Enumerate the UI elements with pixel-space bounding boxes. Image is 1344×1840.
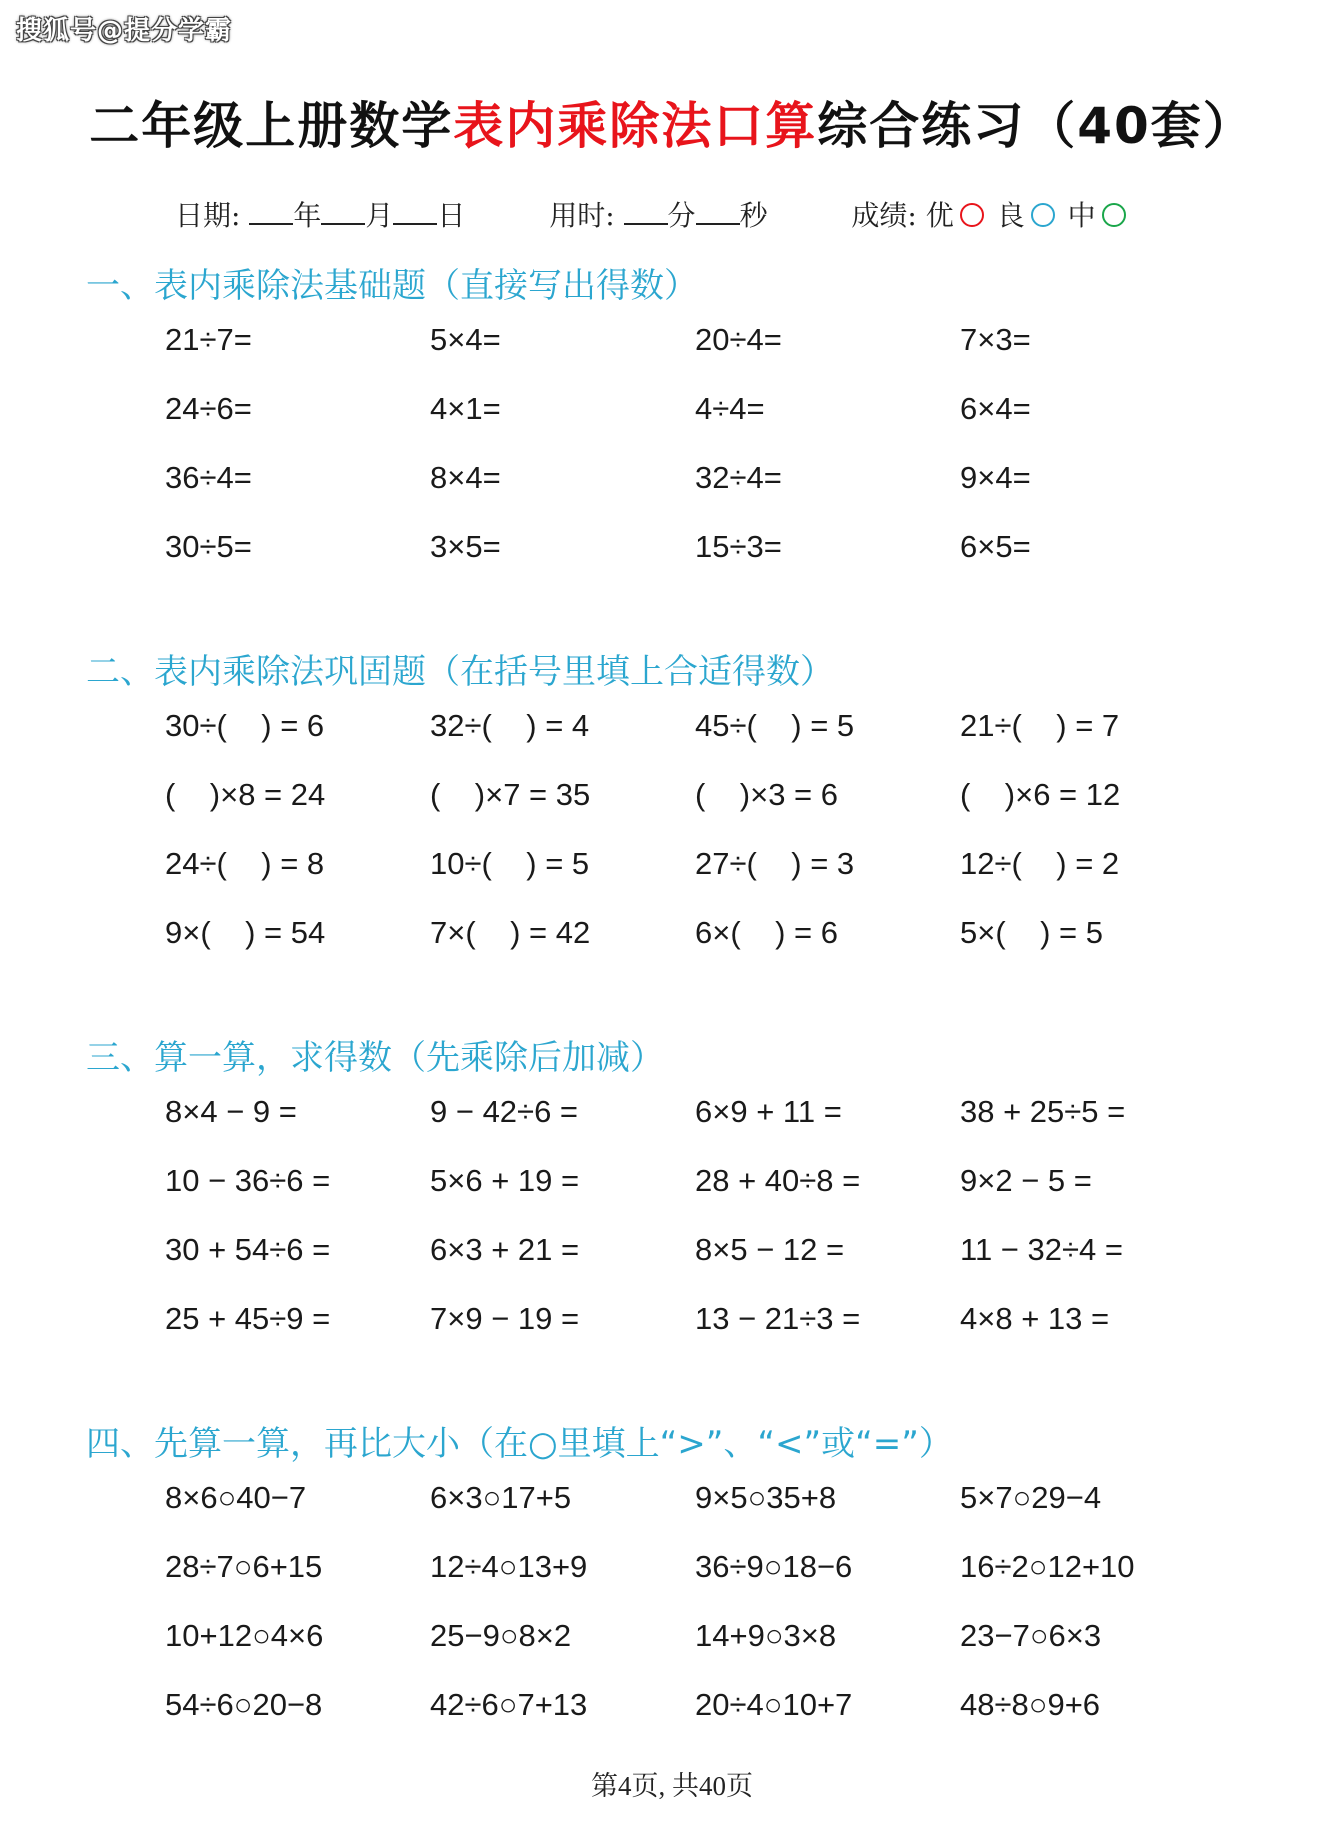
minute-blank[interactable] bbox=[624, 199, 668, 225]
problem-item: 27÷( ) = 3 bbox=[695, 846, 855, 881]
problem-item: 7×3= bbox=[960, 322, 1031, 357]
problem-item: 38 + 25÷5 = bbox=[960, 1094, 1126, 1129]
problem-item: 11 − 32÷4 = bbox=[960, 1232, 1123, 1267]
watermark-text: 搜狐号@提分学霸 bbox=[16, 16, 233, 46]
problem-item: ( )×7 = 35 bbox=[430, 777, 591, 812]
info-line bbox=[175, 194, 1130, 234]
problem-item: 4×8 + 13 = bbox=[960, 1301, 1110, 1336]
problem-item: 32÷( ) = 4 bbox=[430, 708, 590, 743]
problem-row bbox=[0, 322, 1344, 372]
problem-item: 20÷4○10+7 bbox=[695, 1687, 853, 1722]
title-topic: 表内乘除法口算 bbox=[453, 97, 818, 155]
problem-item: 10+12○4×6 bbox=[165, 1618, 324, 1653]
problem-item: 30÷( ) = 6 bbox=[165, 708, 325, 743]
problem-item: 7×9 − 19 = bbox=[430, 1301, 580, 1336]
grade-good-label: 良 bbox=[996, 199, 1025, 232]
problem-item: 6×9 + 11 = bbox=[695, 1094, 842, 1129]
problem-item: ( )×8 = 24 bbox=[165, 777, 326, 812]
problem-row bbox=[0, 529, 1344, 579]
grade-medium-label: 中 bbox=[1067, 199, 1096, 232]
problem-row bbox=[0, 1480, 1344, 1530]
problem-item: 16÷2○12+10 bbox=[960, 1549, 1135, 1584]
problem-item: 15÷3= bbox=[695, 529, 782, 564]
problem-row bbox=[0, 846, 1344, 896]
problem-item: 8×5 − 12 = bbox=[695, 1232, 845, 1267]
month-blank[interactable] bbox=[321, 199, 365, 225]
problem-item: 28 + 40÷8 = bbox=[695, 1163, 861, 1198]
second-blank[interactable] bbox=[696, 199, 740, 225]
problem-item: 21÷( ) = 7 bbox=[960, 708, 1120, 743]
problem-item: 8×4 − 9 = bbox=[165, 1094, 297, 1129]
problem-item: ( )×6 = 12 bbox=[960, 777, 1121, 812]
problem-item: 6×3○17+5 bbox=[430, 1480, 572, 1515]
good-circle-icon[interactable] bbox=[1031, 203, 1055, 227]
problem-item: 36÷4= bbox=[165, 460, 252, 495]
problem-item: 24÷( ) = 8 bbox=[165, 846, 325, 881]
problem-item: 24÷6= bbox=[165, 391, 252, 426]
day-blank[interactable] bbox=[393, 199, 437, 225]
problem-row bbox=[0, 1687, 1344, 1737]
problem-item: 4×1= bbox=[430, 391, 501, 426]
date-label: 日期: bbox=[175, 199, 241, 232]
problem-row bbox=[0, 391, 1344, 441]
problem-item: 25−9○8×2 bbox=[430, 1618, 572, 1653]
problem-row bbox=[0, 1232, 1344, 1282]
medium-circle-icon[interactable] bbox=[1102, 203, 1126, 227]
problem-item: 10÷( ) = 5 bbox=[430, 846, 590, 881]
problem-item: 6×5= bbox=[960, 529, 1031, 564]
problem-item: 5×7○29−4 bbox=[960, 1480, 1102, 1515]
problem-item: ( )×3 = 6 bbox=[695, 777, 839, 812]
problem-row bbox=[0, 1618, 1344, 1668]
day-label: 日 bbox=[437, 199, 466, 232]
section-1-heading: 一、表内乘除法基础题（直接写出得数） bbox=[86, 266, 698, 306]
excellent-circle-icon[interactable] bbox=[960, 203, 984, 227]
problem-item: 54÷6○20−8 bbox=[165, 1687, 323, 1722]
problem-item: 3×5= bbox=[430, 529, 501, 564]
problem-item: 9×2 − 5 = bbox=[960, 1163, 1092, 1198]
problem-item: 8×6○40−7 bbox=[165, 1480, 307, 1515]
problem-item: 20÷4= bbox=[695, 322, 782, 357]
problem-item: 8×4= bbox=[430, 460, 501, 495]
problem-row bbox=[0, 1163, 1344, 1213]
problem-item: 9×4= bbox=[960, 460, 1031, 495]
page-title bbox=[0, 86, 1344, 158]
problem-item: 25 + 45÷9 = bbox=[165, 1301, 331, 1336]
problem-item: 5×6 + 19 = bbox=[430, 1163, 580, 1198]
problem-item: 7×( ) = 42 bbox=[430, 915, 591, 950]
time-label: 用时: bbox=[549, 199, 615, 232]
problem-row bbox=[0, 1301, 1344, 1351]
problem-row bbox=[0, 915, 1344, 965]
problem-row bbox=[0, 1549, 1344, 1599]
page-footer: 第4页, 共40页 bbox=[591, 1771, 753, 1801]
problem-item: 30÷5= bbox=[165, 529, 252, 564]
title-suffix: 综合练习（40套） bbox=[817, 97, 1255, 155]
title-grade: 二年级上册数学 bbox=[89, 97, 454, 155]
problem-item: 4÷4= bbox=[695, 391, 765, 426]
section-3-heading: 三、算一算，求得数（先乘除后加减） bbox=[86, 1038, 664, 1078]
problem-item: 9 − 42÷6 = bbox=[430, 1094, 579, 1129]
problem-item: 48÷8○9+6 bbox=[960, 1687, 1101, 1722]
problem-item: 21÷7= bbox=[165, 322, 252, 357]
problem-item: 9×( ) = 54 bbox=[165, 915, 326, 950]
problem-item: 12÷4○13+9 bbox=[430, 1549, 588, 1584]
section-4-heading: 四、先算一算，再比大小（在○里填上“>”、“<”或“=”） bbox=[86, 1424, 953, 1464]
problem-item: 5×( ) = 5 bbox=[960, 915, 1104, 950]
year-label: 年 bbox=[293, 199, 322, 232]
month-label: 月 bbox=[365, 199, 394, 232]
problem-item: 6×( ) = 6 bbox=[695, 915, 839, 950]
year-blank[interactable] bbox=[249, 199, 293, 225]
problem-item: 13 − 21÷3 = bbox=[695, 1301, 861, 1336]
problem-item: 5×4= bbox=[430, 322, 501, 357]
problem-row bbox=[0, 777, 1344, 827]
problem-item: 6×4= bbox=[960, 391, 1031, 426]
problem-item: 28÷7○6+15 bbox=[165, 1549, 323, 1584]
problem-row bbox=[0, 1094, 1344, 1144]
problem-item: 36÷9○18−6 bbox=[695, 1549, 853, 1584]
problem-item: 10 − 36÷6 = bbox=[165, 1163, 331, 1198]
problem-item: 23−7○6×3 bbox=[960, 1618, 1102, 1653]
problem-item: 12÷( ) = 2 bbox=[960, 846, 1120, 881]
problem-row bbox=[0, 460, 1344, 510]
problem-item: 6×3 + 21 = bbox=[430, 1232, 580, 1267]
score-label: 成绩: bbox=[851, 199, 917, 232]
second-label: 秒 bbox=[739, 199, 768, 232]
problem-item: 9×5○35+8 bbox=[695, 1480, 837, 1515]
problem-item: 45÷( ) = 5 bbox=[695, 708, 855, 743]
problem-row bbox=[0, 708, 1344, 758]
problem-item: 30 + 54÷6 = bbox=[165, 1232, 331, 1267]
section-2-heading: 二、表内乘除法巩固题（在括号里填上合适得数） bbox=[86, 652, 834, 692]
problem-item: 42÷6○7+13 bbox=[430, 1687, 588, 1722]
problem-item: 32÷4= bbox=[695, 460, 782, 495]
grade-excellent-label: 优 bbox=[925, 199, 954, 232]
problem-item: 14+9○3×8 bbox=[695, 1618, 837, 1653]
minute-label: 分 bbox=[667, 199, 696, 232]
